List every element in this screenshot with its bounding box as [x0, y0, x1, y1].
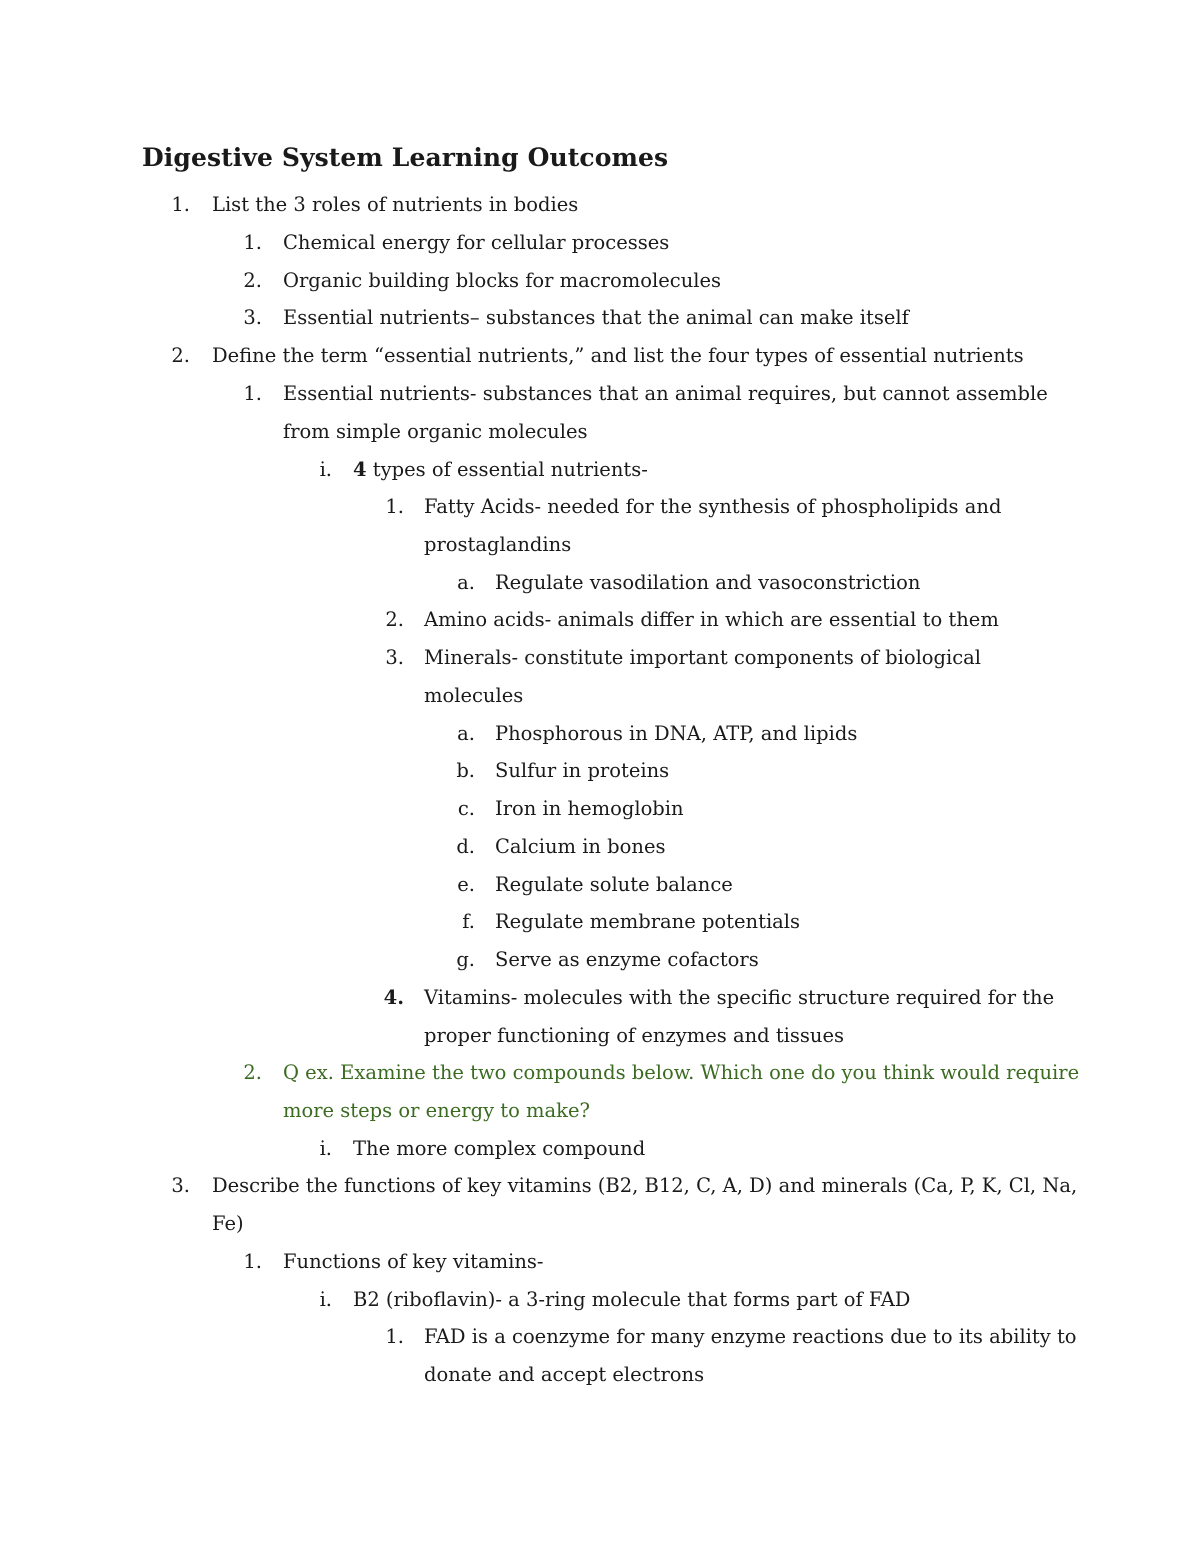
document-title: Digestive System Learning Outcomes — [142, 143, 669, 172]
list-marker: 3. — [385, 646, 404, 669]
list-marker: 2. — [243, 269, 262, 292]
list-marker: 1. — [171, 193, 190, 216]
list-marker: 1. — [385, 495, 404, 518]
list-item-text: Calcium in bones — [495, 835, 666, 858]
list-marker: a. — [457, 722, 475, 745]
list-item-text: proper functioning of enzymes and tissues — [424, 1024, 845, 1047]
list-item-text: FAD is a coenzyme for many enzyme reactions due to its ability to — [424, 1325, 1077, 1348]
question-text: Q ex. Examine the two compounds below. Which one do you think would require — [283, 1061, 1080, 1084]
list-item-text: Serve as enzyme cofactors — [495, 948, 759, 971]
list-item-text: Fatty Acids- needed for the synthesis of phospholipids and — [424, 495, 1002, 518]
list-item-text: prostaglandins — [424, 533, 572, 556]
list-marker: 1. — [243, 1250, 262, 1273]
list-item-text: Chemical energy for cellular processes — [283, 231, 670, 254]
list-item-text-rest: types of essential nutrients- — [366, 458, 648, 481]
list-marker: c. — [457, 797, 475, 820]
list-item-text: Regulate membrane potentials — [495, 910, 801, 933]
question-text: more steps or energy to make? — [283, 1099, 590, 1122]
list-item-text: Minerals- constitute important components of biological — [424, 646, 982, 669]
list-marker: 1. — [243, 231, 262, 254]
list-item-text: Define the term “essential nutrients,” and list the four types of essential nutrients — [212, 344, 1024, 367]
list-item-text: List the 3 roles of nutrients in bodies — [212, 193, 579, 216]
list-marker: f. — [462, 910, 475, 933]
list-item-text — [353, 451, 648, 489]
list-item-text: from simple organic molecules — [283, 420, 588, 443]
list-marker: a. — [457, 571, 475, 594]
list-item-text: Regulate solute balance — [495, 873, 733, 896]
list-item-text: Organic building blocks for macromolecules — [283, 269, 722, 292]
list-item-text: The more complex compound — [353, 1137, 646, 1160]
list-item-text: donate and accept electrons — [424, 1363, 705, 1386]
list-marker: d. — [456, 835, 475, 858]
list-marker: 1. — [385, 1325, 404, 1348]
list-marker: 3. — [243, 306, 262, 329]
list-item-text: Iron in hemoglobin — [495, 797, 684, 820]
list-marker: 2. — [171, 344, 190, 367]
list-item-text: molecules — [424, 684, 524, 707]
list-item-text: Essential nutrients– substances that the animal can make itself — [283, 306, 909, 329]
list-marker: 2. — [385, 608, 404, 631]
list-item-text: Describe the functions of key vitamins (B2, B12, C, A, D) and minerals (Ca, P, K, Cl, Na, — [212, 1174, 1078, 1197]
bold-count: 4 — [353, 458, 367, 481]
list-item-text: B2 (riboflavin)- a 3-ring molecule that forms part of FAD — [353, 1288, 911, 1311]
list-item-text: Functions of key vitamins- — [283, 1250, 544, 1273]
list-marker: i. — [319, 1288, 332, 1311]
list-item-text: Fe) — [212, 1212, 244, 1235]
list-item-text: Vitamins- molecules with the specific structure required for the — [424, 986, 1055, 1009]
list-marker: 3. — [171, 1174, 190, 1197]
list-item-text: Sulfur in proteins — [495, 759, 670, 782]
list-marker: i. — [319, 1137, 332, 1160]
list-marker: 2. — [243, 1061, 262, 1084]
list-marker: b. — [456, 759, 475, 782]
list-marker: 4. — [383, 986, 404, 1009]
list-item-text: Essential nutrients- substances that an animal requires, but cannot assemble — [283, 382, 1048, 405]
list-item-text: Amino acids- animals differ in which are essential to them — [424, 608, 999, 631]
list-marker: i. — [319, 458, 332, 481]
list-item-text: Phosphorous in DNA, ATP, and lipids — [495, 722, 858, 745]
list-marker: g. — [456, 948, 475, 971]
list-item-text: Regulate vasodilation and vasoconstriction — [495, 571, 921, 594]
list-marker: e. — [457, 873, 475, 896]
list-marker: 1. — [243, 382, 262, 405]
